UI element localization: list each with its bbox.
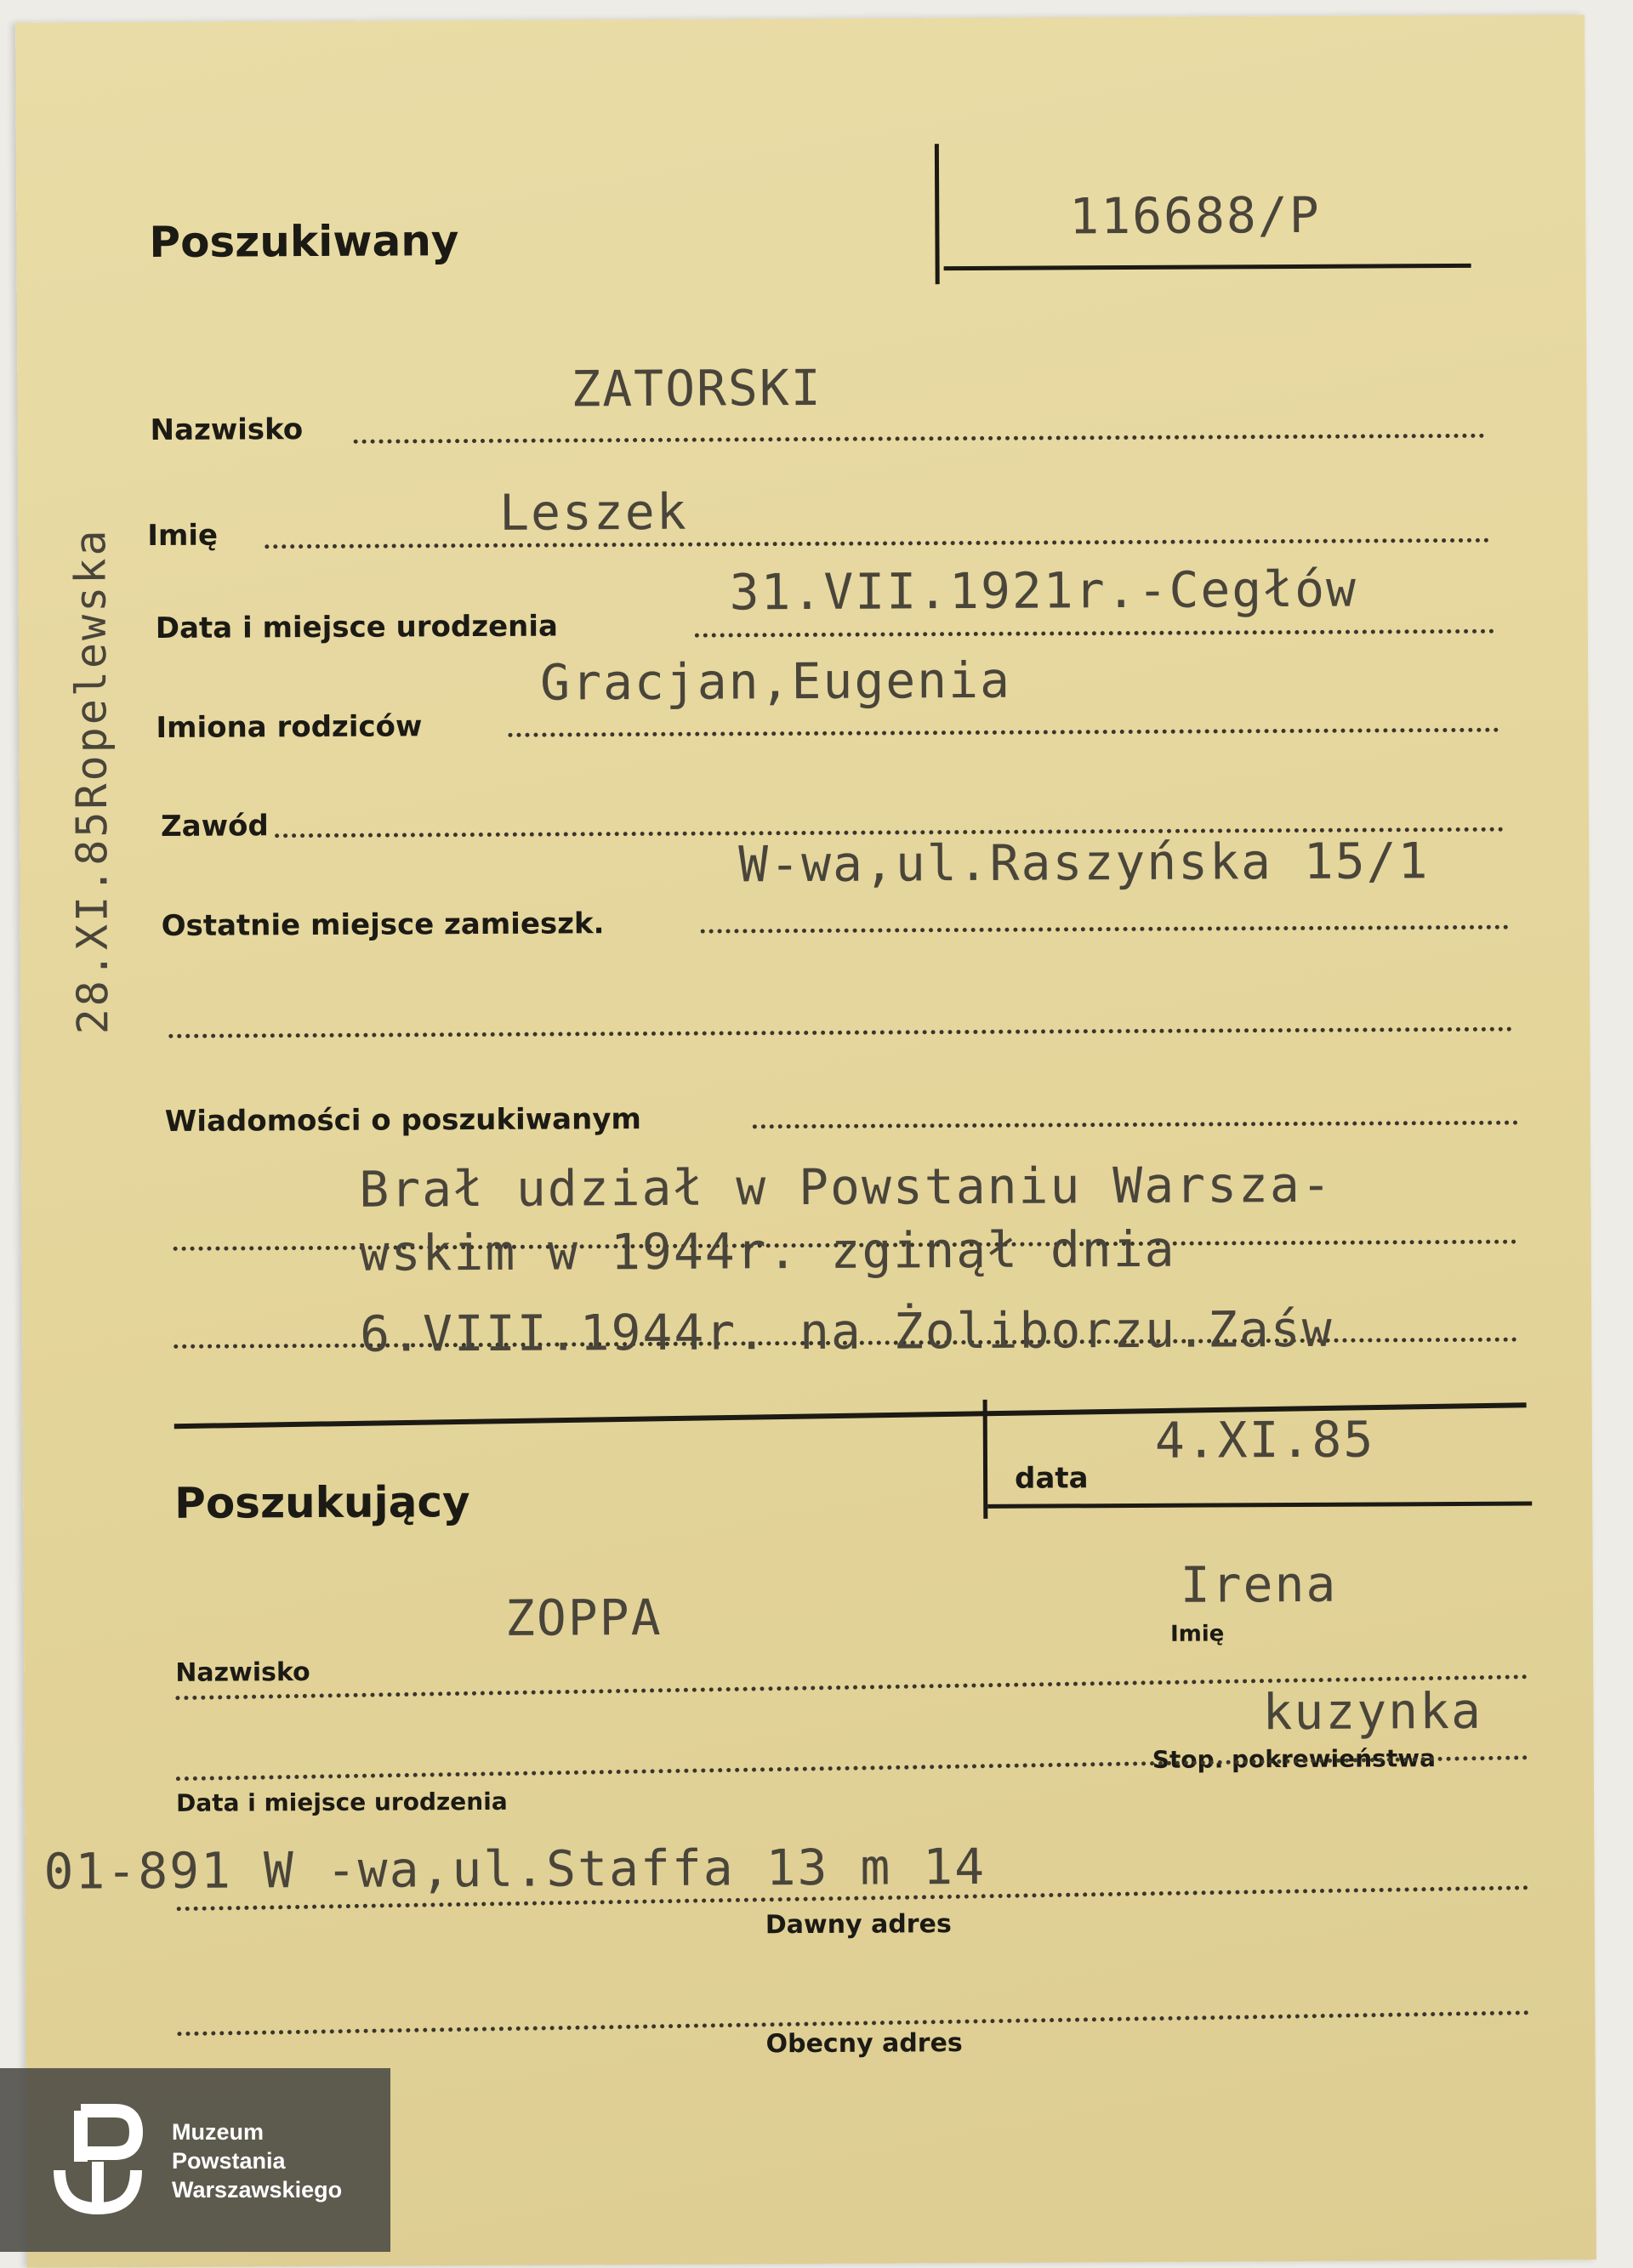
date-label: data: [1014, 1461, 1089, 1496]
last-residence-label: Ostatnie miejsce zamieszk.: [161, 907, 605, 943]
occupation-label: Zawód: [160, 809, 269, 844]
side-stamp: 28.XI.85Ropelewska: [65, 527, 118, 1035]
search-card: [15, 14, 1596, 2268]
date-box-vertical: [983, 1400, 988, 1519]
date-box-bottom: [987, 1502, 1532, 1509]
info-line-3: 6.VIII.1944r. na Żoliborzu.Zaśw: [360, 1299, 1334, 1363]
last-residence-value: W-wa,ul.Raszyńska 15/1: [738, 832, 1430, 894]
birth-value: 31.VII.1921r.-Cegłów: [729, 560, 1358, 622]
birth-line: [695, 629, 1494, 638]
parents-line: [508, 728, 1499, 737]
info-line: [753, 1121, 1518, 1129]
extra-line: [168, 1027, 1512, 1038]
museum-name: [172, 2117, 342, 2204]
info-line-2: wskim w 1944r. zginął dnia: [359, 1219, 1176, 1282]
logo-line-2: Powstania: [172, 2148, 286, 2174]
seeker-surname-value: ZOPPA: [504, 1588, 663, 1647]
parents-value: Gracjan,Eugenia: [539, 651, 1012, 712]
logo-line-1: Muzeum: [172, 2119, 264, 2145]
surname-label: Nazwisko: [150, 412, 304, 448]
surname-line: [354, 434, 1485, 444]
seeker-first-name-label: Imię: [1169, 1621, 1225, 1647]
seeker-birth-label: Data i miejsce urodzenia: [175, 1787, 508, 1817]
date-value: 4.XI.85: [1154, 1410, 1375, 1469]
seeker-heading: Poszukujący: [174, 1477, 470, 1528]
case-box-vertical: [935, 144, 940, 284]
case-box-bottom: [944, 264, 1471, 270]
former-address-value: 01-891 W -wa,ul.Staffa 13 m 14: [43, 1837, 987, 1901]
anchor-symbol-icon: [47, 2102, 157, 2221]
relation-label: Stop. pokrewieństwa: [1152, 1744, 1437, 1774]
logo-line-3: Warszawskiego: [172, 2177, 343, 2203]
birth-label: Data i miejsce urodzenia: [155, 609, 559, 645]
first-name-line: [265, 538, 1489, 549]
first-name-value: Leszek: [498, 482, 688, 542]
info-label: Wiadomości o poszukiwanym: [164, 1102, 641, 1139]
case-number: 116688/P: [1069, 185, 1321, 246]
museum-logo: [0, 2068, 390, 2252]
sought-heading: Poszukiwany: [149, 216, 459, 268]
relation-value: kuzynka: [1262, 1681, 1483, 1742]
current-address-label: Obecny adres: [765, 2028, 963, 2060]
info-line-1: Brał udział w Powstaniu Warsza-: [359, 1155, 1333, 1219]
parents-label: Imiona rodziców: [156, 709, 423, 745]
surname-value: ZATORSKI: [571, 358, 822, 418]
former-address-label: Dawny adres: [765, 1909, 952, 1941]
first-name-label: Imię: [147, 518, 219, 554]
seeker-surname-label: Nazwisko: [175, 1657, 310, 1688]
seeker-first-name-value: Irena: [1180, 1555, 1338, 1614]
last-residence-line: [701, 925, 1509, 934]
